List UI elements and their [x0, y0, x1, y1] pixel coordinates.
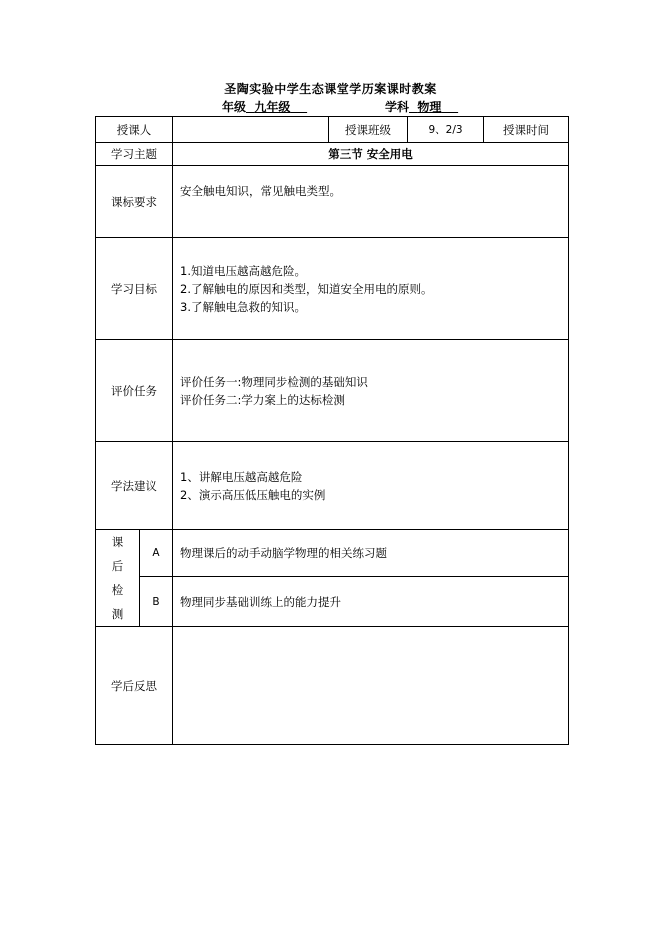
row-goals: [96, 238, 569, 340]
topic-label: 学习主题: [96, 143, 173, 166]
class-value: 9、2/3: [408, 117, 484, 143]
check-a-value: 物理课后的动手动脑学物理的相关练习题: [173, 530, 569, 577]
reflection-label: 学后反思: [96, 627, 173, 745]
goal-item: 2.了解触电的原因和类型，知道安全用电的原则。: [180, 281, 433, 296]
method-list: [173, 442, 569, 530]
subject-value: 物理: [417, 100, 442, 114]
evaluation-label: 评价任务: [96, 340, 173, 442]
check-b-value: 物理同步基础训练上的能力提升: [173, 577, 569, 627]
check-b-label: B: [140, 577, 173, 627]
row-info: [96, 117, 569, 143]
subject-line: [385, 98, 458, 115]
goals-label: 学习目标: [96, 238, 173, 340]
teacher-value[interactable]: [173, 117, 329, 143]
row-topic: [96, 143, 569, 166]
row-check-a: [96, 530, 569, 577]
teacher-label: 授课人: [96, 117, 173, 143]
time-label: 授课时间: [484, 117, 569, 143]
lesson-plan-table: [95, 116, 569, 745]
evaluation-item: 评价任务二:学力案上的达标检测: [180, 392, 345, 407]
standard-label: 课标要求: [96, 166, 173, 238]
row-check-b: [96, 577, 569, 627]
goal-item: 3.了解触电急救的知识。: [180, 299, 306, 314]
subject-label: 学科: [385, 100, 410, 114]
topic-value: 第三节 安全用电: [173, 143, 569, 166]
evaluation-list: [173, 340, 569, 442]
class-label: 授课班级: [329, 117, 408, 143]
grade-value: 九年级: [254, 100, 291, 114]
row-standard: [96, 166, 569, 238]
check-label: 课 后 检 测: [96, 530, 140, 627]
grade-label: 年级: [222, 100, 247, 114]
row-evaluation: [96, 340, 569, 442]
method-item: 2、演示高压低压触电的实例: [180, 487, 326, 502]
row-methods: [96, 442, 569, 530]
reflection-value[interactable]: [173, 627, 569, 745]
method-item: 1、讲解电压越高越危险: [180, 469, 303, 484]
check-a-label: A: [140, 530, 173, 577]
goal-item: 1.知道电压越高越危险。: [180, 263, 306, 278]
page-title: 圣陶实验中学生态课堂学历案课时教案: [224, 82, 437, 96]
evaluation-item: 评价任务一:物理同步检测的基础知识: [180, 374, 368, 389]
standard-value: 安全触电知识，常见触电类型。: [173, 166, 569, 238]
row-reflection: [96, 627, 569, 745]
method-label: 学法建议: [96, 442, 173, 530]
grade-line: [222, 98, 307, 115]
goals-list: [173, 238, 569, 340]
